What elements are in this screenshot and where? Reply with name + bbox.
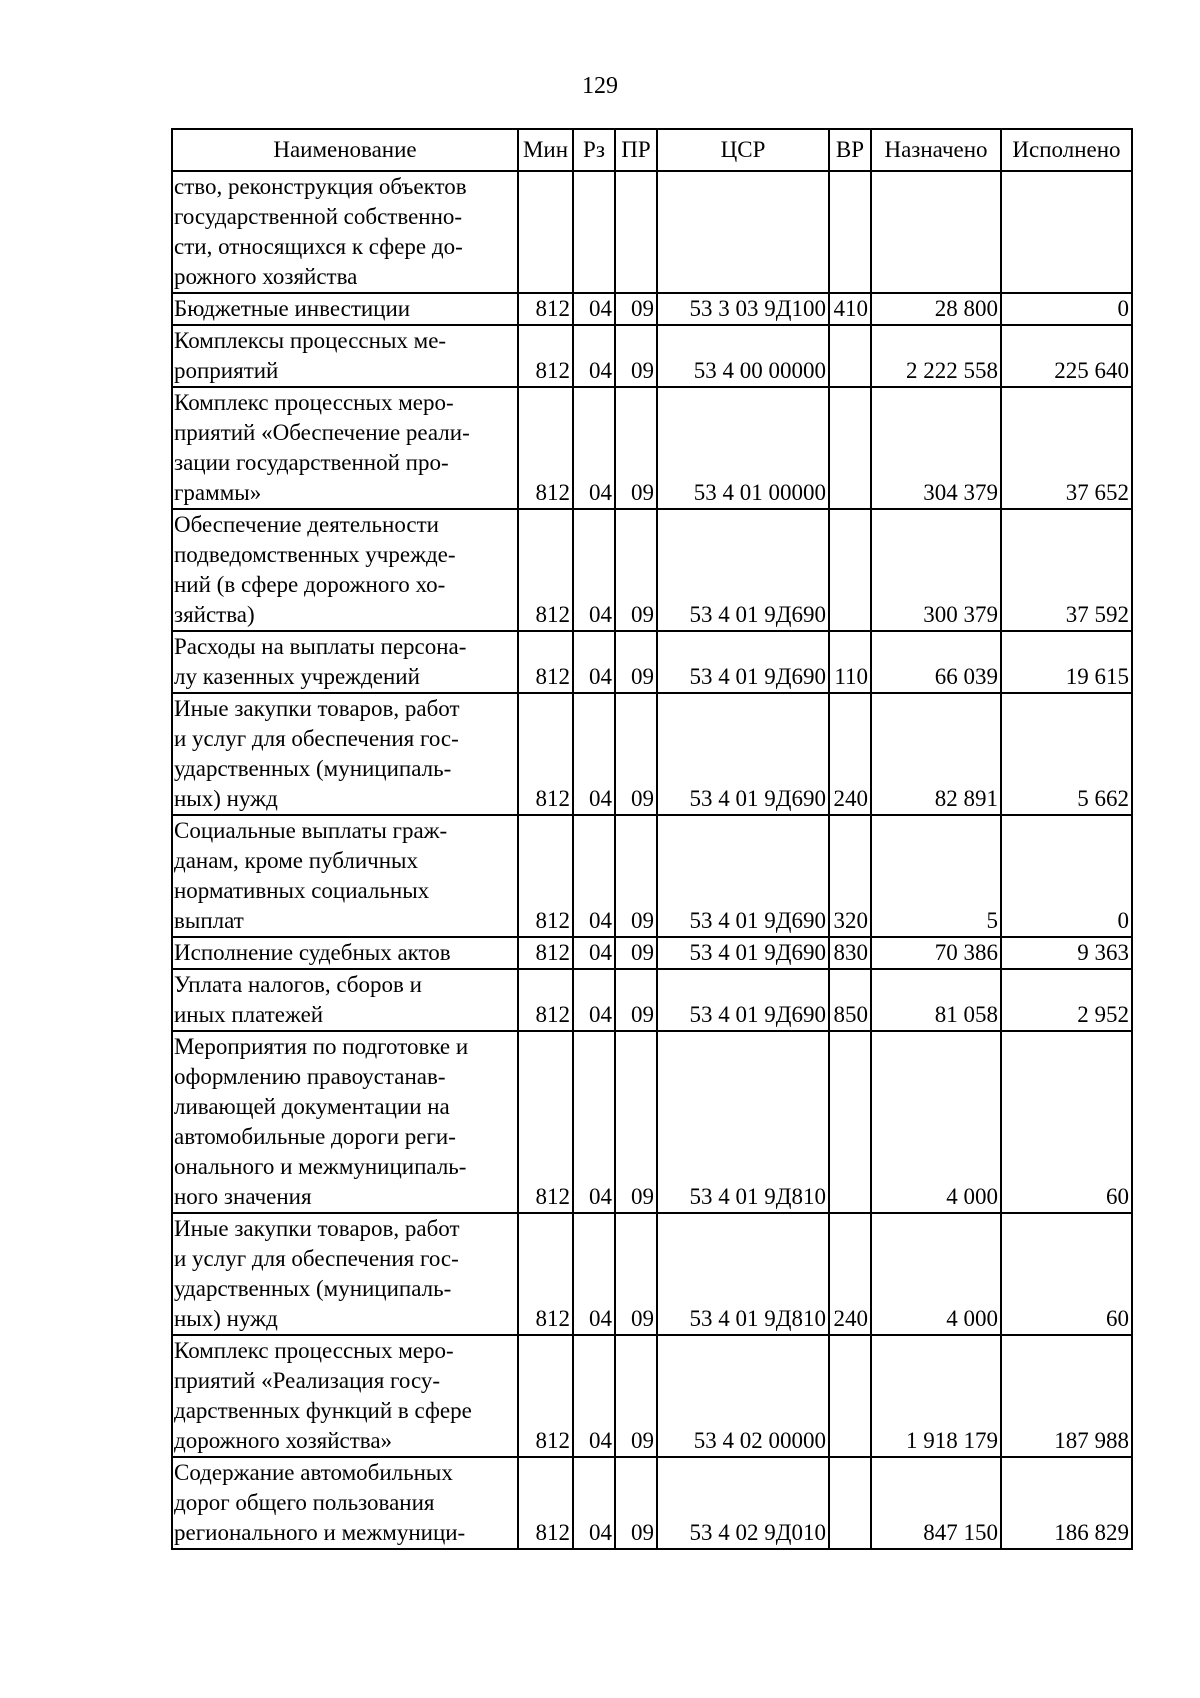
pr-cell: 09: [615, 693, 657, 815]
assigned-cell: 304 379: [871, 387, 1001, 509]
csr-cell: 53 4 02 9Д010: [657, 1457, 829, 1549]
csr-cell: 53 4 01 9Д690: [657, 631, 829, 693]
rz-cell: 04: [573, 325, 615, 387]
min-cell: 812: [518, 325, 573, 387]
pr-cell: 09: [615, 387, 657, 509]
table-row: [172, 387, 1132, 509]
assigned-cell: [871, 171, 1001, 293]
executed-cell: 187 988: [1001, 1335, 1132, 1457]
vr-cell: [829, 1335, 871, 1457]
pr-cell: [615, 171, 657, 293]
pr-cell: 09: [615, 1335, 657, 1457]
csr-cell: 53 4 01 9Д690: [657, 815, 829, 937]
assigned-cell: 2 222 558: [871, 325, 1001, 387]
assigned-cell: 4 000: [871, 1213, 1001, 1335]
min-cell: 812: [518, 631, 573, 693]
pr-cell: 09: [615, 293, 657, 325]
header-assigned: Назначено: [871, 129, 1001, 171]
table-body: [172, 171, 1132, 1549]
assigned-cell: 1 918 179: [871, 1335, 1001, 1457]
table-row: [172, 1457, 1132, 1549]
table-row: [172, 937, 1132, 969]
csr-cell: 53 4 01 9Д810: [657, 1213, 829, 1335]
table-row: [172, 325, 1132, 387]
csr-cell: 53 4 01 00000: [657, 387, 829, 509]
name-cell: Уплата налогов, сборов и иных платежей: [172, 969, 518, 1031]
header-executed: Исполнено: [1001, 129, 1132, 171]
table-header-row: [172, 129, 1132, 171]
assigned-cell: 70 386: [871, 937, 1001, 969]
vr-cell: [829, 1031, 871, 1213]
csr-cell: 53 4 01 9Д690: [657, 937, 829, 969]
assigned-cell: 847 150: [871, 1457, 1001, 1549]
pr-cell: 09: [615, 815, 657, 937]
name-cell: Бюджетные инвестиции: [172, 293, 518, 325]
rz-cell: 04: [573, 969, 615, 1031]
csr-cell: 53 3 03 9Д100: [657, 293, 829, 325]
table-row: [172, 509, 1132, 631]
vr-cell: 320: [829, 815, 871, 937]
executed-cell: 19 615: [1001, 631, 1132, 693]
rz-cell: 04: [573, 937, 615, 969]
name-cell: Иные закупки товаров, работ и услуг для обеспечения гос- ударственных (муниципаль- ных) нужд: [172, 693, 518, 815]
vr-cell: 110: [829, 631, 871, 693]
executed-cell: 9 363: [1001, 937, 1132, 969]
csr-cell: 53 4 01 9Д690: [657, 969, 829, 1031]
table-row: [172, 1335, 1132, 1457]
assigned-cell: 81 058: [871, 969, 1001, 1031]
header-name: Наименование: [172, 129, 518, 171]
executed-cell: 2 952: [1001, 969, 1132, 1031]
table-row: [172, 969, 1132, 1031]
pr-cell: 09: [615, 509, 657, 631]
name-cell: ство, реконструкция объектов государственной собственно- сти, относящихся к сфере до- рожного хозяйства: [172, 171, 518, 293]
assigned-cell: 5: [871, 815, 1001, 937]
header-csr: ЦСР: [657, 129, 829, 171]
assigned-cell: 4 000: [871, 1031, 1001, 1213]
table-row: [172, 631, 1132, 693]
rz-cell: 04: [573, 509, 615, 631]
vr-cell: [829, 509, 871, 631]
assigned-cell: 28 800: [871, 293, 1001, 325]
header-pr: ПР: [615, 129, 657, 171]
csr-cell: 53 4 02 00000: [657, 1335, 829, 1457]
assigned-cell: 66 039: [871, 631, 1001, 693]
executed-cell: 0: [1001, 815, 1132, 937]
vr-cell: 240: [829, 1213, 871, 1335]
pr-cell: 09: [615, 1213, 657, 1335]
rz-cell: 04: [573, 1031, 615, 1213]
csr-cell: [657, 171, 829, 293]
assigned-cell: 82 891: [871, 693, 1001, 815]
min-cell: 812: [518, 1335, 573, 1457]
name-cell: Комплекс процессных меро- приятий «Реализация госу- дарственных функций в сфере дорожного хозяйства»: [172, 1335, 518, 1457]
name-cell: Расходы на выплаты персона- лу казенных учреждений: [172, 631, 518, 693]
executed-cell: 37 592: [1001, 509, 1132, 631]
rz-cell: 04: [573, 631, 615, 693]
min-cell: 812: [518, 937, 573, 969]
csr-cell: 53 4 01 9Д690: [657, 509, 829, 631]
budget-table: [171, 128, 1133, 1550]
header-min: Мин: [518, 129, 573, 171]
rz-cell: 04: [573, 293, 615, 325]
name-cell: Исполнение судебных актов: [172, 937, 518, 969]
rz-cell: [573, 171, 615, 293]
executed-cell: 60: [1001, 1213, 1132, 1335]
name-cell: Иные закупки товаров, работ и услуг для обеспечения гос- ударственных (муниципаль- ных) нужд: [172, 1213, 518, 1335]
min-cell: 812: [518, 509, 573, 631]
table-row: [172, 171, 1132, 293]
csr-cell: 53 4 01 9Д810: [657, 1031, 829, 1213]
vr-cell: [829, 1457, 871, 1549]
pr-cell: 09: [615, 631, 657, 693]
min-cell: 812: [518, 1031, 573, 1213]
pr-cell: 09: [615, 969, 657, 1031]
executed-cell: 225 640: [1001, 325, 1132, 387]
executed-cell: 60: [1001, 1031, 1132, 1213]
pr-cell: 09: [615, 1031, 657, 1213]
table-row: [172, 693, 1132, 815]
min-cell: 812: [518, 815, 573, 937]
vr-cell: [829, 171, 871, 293]
table-row: [172, 815, 1132, 937]
min-cell: 812: [518, 969, 573, 1031]
vr-cell: [829, 387, 871, 509]
min-cell: 812: [518, 293, 573, 325]
executed-cell: 37 652: [1001, 387, 1132, 509]
min-cell: [518, 171, 573, 293]
csr-cell: 53 4 01 9Д690: [657, 693, 829, 815]
vr-cell: 850: [829, 969, 871, 1031]
pr-cell: 09: [615, 325, 657, 387]
name-cell: Содержание автомобильных дорог общего пользования регионального и межмуници-: [172, 1457, 518, 1549]
executed-cell: 5 662: [1001, 693, 1132, 815]
vr-cell: [829, 325, 871, 387]
executed-cell: 186 829: [1001, 1457, 1132, 1549]
header-rz: Рз: [573, 129, 615, 171]
pr-cell: 09: [615, 937, 657, 969]
name-cell: Комплекс процессных меро- приятий «Обеспечение реали- зации государственной про- граммы»: [172, 387, 518, 509]
name-cell: Социальные выплаты граж- данам, кроме публичных нормативных социальных выплат: [172, 815, 518, 937]
vr-cell: 410: [829, 293, 871, 325]
name-cell: Комплексы процессных ме- роприятий: [172, 325, 518, 387]
min-cell: 812: [518, 387, 573, 509]
assigned-cell: 300 379: [871, 509, 1001, 631]
min-cell: 812: [518, 1457, 573, 1549]
rz-cell: 04: [573, 1213, 615, 1335]
executed-cell: 0: [1001, 293, 1132, 325]
min-cell: 812: [518, 1213, 573, 1335]
rz-cell: 04: [573, 693, 615, 815]
min-cell: 812: [518, 693, 573, 815]
name-cell: Обеспечение деятельности подведомственных учрежде- ний (в сфере дорожного хо- зяйства): [172, 509, 518, 631]
rz-cell: 04: [573, 815, 615, 937]
rz-cell: 04: [573, 1335, 615, 1457]
name-cell: Мероприятия по подготовке и оформлению правоустанав- ливающей документации на автомобильные дороги реги- онального и межмуниципаль- ного значения: [172, 1031, 518, 1213]
table-row: [172, 293, 1132, 325]
vr-cell: 240: [829, 693, 871, 815]
rz-cell: 04: [573, 1457, 615, 1549]
rz-cell: 04: [573, 387, 615, 509]
executed-cell: [1001, 171, 1132, 293]
table-row: [172, 1213, 1132, 1335]
header-vr: ВР: [829, 129, 871, 171]
vr-cell: 830: [829, 937, 871, 969]
pr-cell: 09: [615, 1457, 657, 1549]
csr-cell: 53 4 00 00000: [657, 325, 829, 387]
table-row: [172, 1031, 1132, 1213]
page-number: 129: [582, 73, 618, 99]
